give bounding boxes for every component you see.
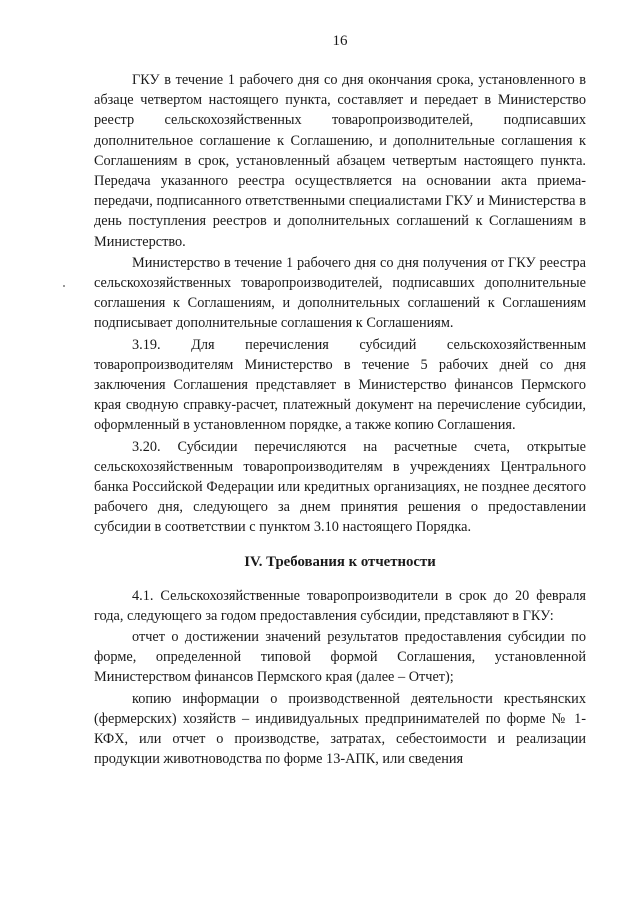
paragraph-4-1: 4.1. Сельскохозяйственные товаропроизводители в срок до 20 февраля года, следующего за годом предоставления субсидии, представляют в ГКУ:	[94, 587, 586, 624]
paragraph-report-item: отчет о достижении значений результатов предоставления субсидии по форме, определенной типовой формой Соглашения, установленной Министерством финансов Пермского края (далее – Отчет);	[94, 629, 586, 686]
section-heading-reporting: IV. Требования к отчетности	[244, 553, 436, 570]
paragraph-3-20: 3.20. Субсидии перечисляются на расчетные счета, открытые сельскохозяйственным товаропроизводителям в учреждениях Центрального банка Российской Федерации или кредитных организациях, не позднее десятого рабочего дня, следующего за днем принятия решения о предоставлении субсидии в соответствии с пунктом 3.10 настоящего Порядка.	[94, 438, 586, 536]
paragraph-kfh-item: копию информации о производственной деятельности крестьянских (фермерских) хозяйств – индивидуальных предпринимателей по форме № 1-КФХ, или отчет о производстве, затратах, себестоимости и реализации продукции животноводства по форме 13-АПК, или сведения	[94, 690, 586, 768]
document-page	[94, 30, 586, 771]
page-number: 16	[332, 33, 348, 49]
paragraph-3-19: 3.19. Для перечисления субсидий сельскохозяйственным товаропроизводителям Министерство в течение 5 рабочих дней со дня заключения Соглашения представляет в Министерство финансов Пермского края сводную справку-расчет, платежный документ на перечисление субсидии, оформленный в установленном порядке, а также копию Соглашения.	[94, 336, 586, 434]
scan-speck	[63, 285, 65, 287]
paragraph-gku-registry: ГКУ в течение 1 рабочего дня со дня окончания срока, установленного в абзаце четвертом настоящего пункта, составляет и передает в Министерство реестр сельскохозяйственных товаропроизводителей, подписавших дополнительное соглашение к Соглашению, и дополнительные соглашения к Соглашениям в срок, установленный абзацем четвертым настоящего пункта. Передача указанного реестра осуществляется на основании акта приема-передачи, подписанного ответственными специалистами ГКУ и Министерства в день поступления реестров и дополнительных соглашений к Соглашениям в Министерство.	[94, 72, 586, 250]
paragraph-ministry-signing: Министерство в течение 1 рабочего дня со дня получения от ГКУ реестра сельскохозяйственных товаропроизводителей, подписавших дополнительные соглашения к Соглашениям, и дополнительных соглашений к Соглашениям подписывает дополнительные соглашения к Соглашениям.	[94, 254, 586, 332]
